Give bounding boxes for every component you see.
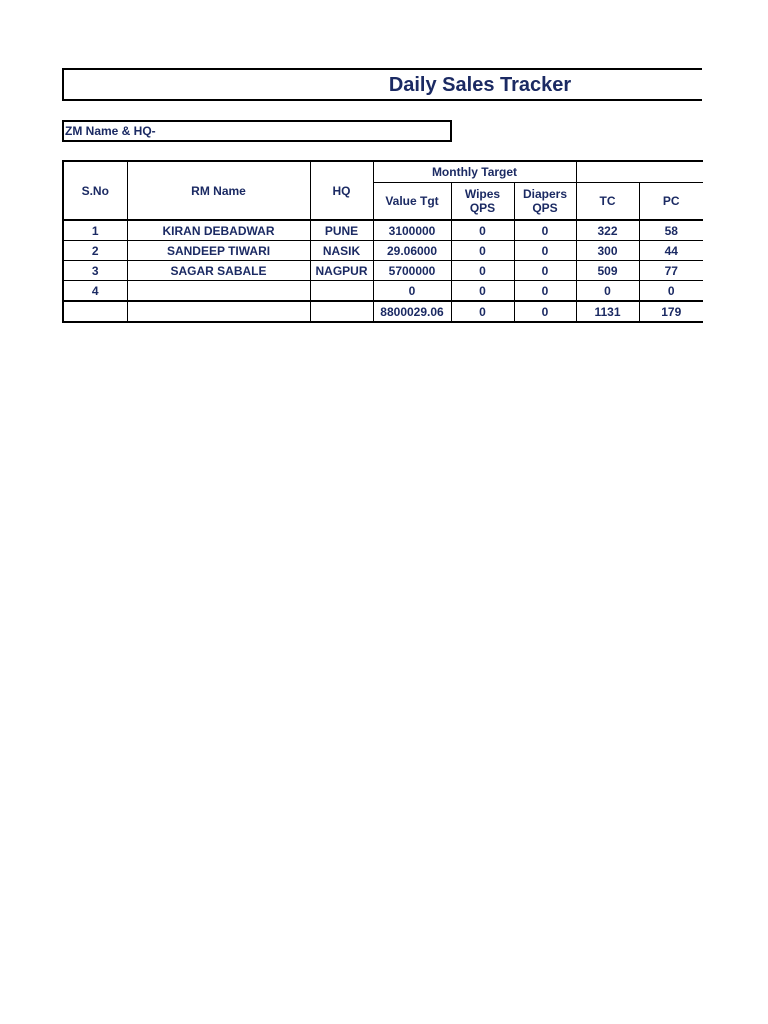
cell-tc: 322 xyxy=(576,220,639,241)
cell-pc: 58 xyxy=(639,220,703,241)
total-rm-name-cell xyxy=(127,301,310,322)
total-value-tgt: 8800029.06 xyxy=(373,301,451,322)
cell-tc: 300 xyxy=(576,241,639,261)
header-sno: S.No xyxy=(63,161,127,220)
cell-wipes-qps: 0 xyxy=(451,281,514,302)
header-blank-group xyxy=(576,161,703,183)
header-hq: HQ xyxy=(310,161,373,220)
cell-hq: PUNE xyxy=(310,220,373,241)
total-diapers-qps: 0 xyxy=(514,301,576,322)
table-row xyxy=(63,261,703,281)
cell-value-tgt: 0 xyxy=(373,281,451,302)
zm-name-hq-field[interactable] xyxy=(62,120,452,142)
table-row xyxy=(63,220,703,241)
header-wipes-qps xyxy=(451,183,514,221)
cell-pc: 44 xyxy=(639,241,703,261)
table-row xyxy=(63,281,703,302)
cell-wipes-qps: 0 xyxy=(451,241,514,261)
zm-name-hq-label: ZM Name & HQ- xyxy=(65,124,156,138)
cell-rm-name: KIRAN DEBADWAR xyxy=(127,220,310,241)
header-rm-name: RM Name xyxy=(127,161,310,220)
cell-diapers-qps: 0 xyxy=(514,261,576,281)
cell-hq: NAGPUR xyxy=(310,261,373,281)
cell-sno: 4 xyxy=(63,281,127,302)
cell-wipes-qps: 0 xyxy=(451,220,514,241)
cell-hq: NASIK xyxy=(310,241,373,261)
header-monthly-target: Monthly Target xyxy=(373,161,576,183)
header-value-tgt: Value Tgt xyxy=(373,183,451,221)
cell-wipes-qps: 0 xyxy=(451,261,514,281)
cell-rm-name: SANDEEP TIWARI xyxy=(127,241,310,261)
total-wipes-qps: 0 xyxy=(451,301,514,322)
header-diapers-qps xyxy=(514,183,576,221)
cell-value-tgt: 29.06000 xyxy=(373,241,451,261)
cell-tc: 509 xyxy=(576,261,639,281)
cell-pc: 0 xyxy=(639,281,703,302)
cell-sno: 1 xyxy=(63,220,127,241)
cell-rm-name xyxy=(127,281,310,302)
title-box xyxy=(62,68,702,101)
cell-diapers-qps: 0 xyxy=(514,281,576,302)
cell-sno: 2 xyxy=(63,241,127,261)
header-diapers-qps-label: Diapers QPS xyxy=(522,187,568,215)
total-tc: 1131 xyxy=(576,301,639,322)
totals-row xyxy=(63,301,703,322)
sales-table xyxy=(62,160,703,323)
cell-value-tgt: 5700000 xyxy=(373,261,451,281)
cell-tc: 0 xyxy=(576,281,639,302)
cell-diapers-qps: 0 xyxy=(514,220,576,241)
total-hq-cell xyxy=(310,301,373,322)
page-title: Daily Sales Tracker xyxy=(388,74,572,96)
cell-sno: 3 xyxy=(63,261,127,281)
total-sno-cell xyxy=(63,301,127,322)
total-pc: 179 xyxy=(639,301,703,322)
table-row xyxy=(63,241,703,261)
header-wipes-qps-label: Wipes QPS xyxy=(464,187,501,215)
cell-pc: 77 xyxy=(639,261,703,281)
header-pc: PC xyxy=(639,183,703,221)
header-tc: TC xyxy=(576,183,639,221)
cell-hq xyxy=(310,281,373,302)
cell-value-tgt: 3100000 xyxy=(373,220,451,241)
cell-diapers-qps: 0 xyxy=(514,241,576,261)
cell-rm-name: SAGAR SABALE xyxy=(127,261,310,281)
